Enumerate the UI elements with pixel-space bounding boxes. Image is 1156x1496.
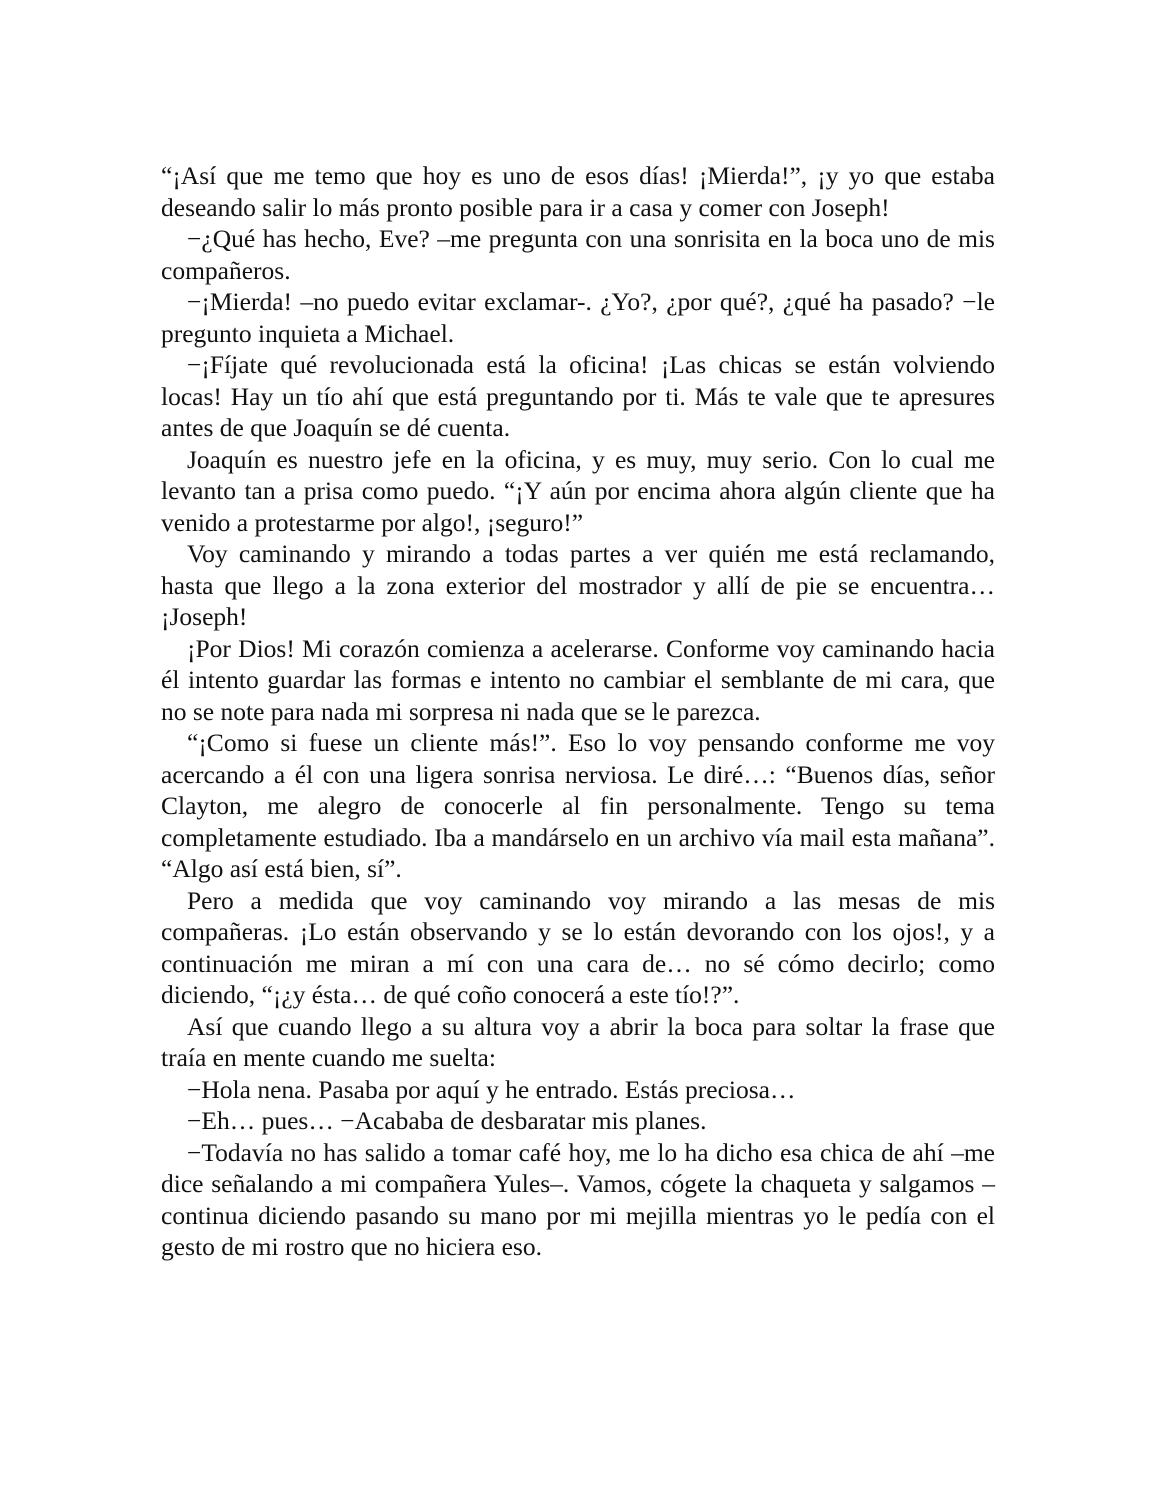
- paragraph: −Todavía no has salido a tomar café hoy, me lo ha dicho esa chica de ahí –me dice señalando a mi compañera Yules–. Vamos, cógete la chaqueta y salgamos –continua diciendo pasando su mano por mi mejilla mientras yo le pedía con el gesto de mi rostro que no hiciera eso.: [161, 1137, 995, 1261]
- paragraph: “¡Como si fuese un cliente más!”. Eso lo voy pensando conforme me voy acercando a él con una ligera sonrisa nerviosa. Le diré…: “Buenos días, señor Clayton, me alegro de conocerle al fin personalmente. Tengo su tema completamente estudiado. Iba a mandárselo en un archivo vía mail esta mañana”. “Algo así está bien, sí”.: [161, 728, 995, 883]
- paragraph: −¿Qué has hecho, Eve? –me pregunta con una sonrisita en la boca uno de mis compañeros.: [161, 224, 995, 285]
- paragraph: −¡Mierda! –no puedo evitar exclamar-. ¿Yo?, ¿por qué?, ¿qué ha pasado? −le pregunto inquieta a Michael.: [161, 287, 995, 348]
- paragraph: Joaquín es nuestro jefe en la oficina, y es muy, muy serio. Con lo cual me levanto tan a prisa como puedo. “¡Y aún por encima ahora algún cliente que ha venido a protestarme por algo!, ¡seguro!”: [161, 444, 995, 537]
- paragraph: Así que cuando llego a su altura voy a abrir la boca para soltar la frase que traía en mente cuando me suelta:: [161, 1011, 995, 1072]
- paragraph: −¡Fíjate qué revolucionada está la oficina! ¡Las chicas se están volviendo locas! Hay un tío ahí que está preguntando por ti. Más te vale que te apresures antes de que Joaquín se dé cuenta.: [161, 350, 995, 442]
- paragraph: Voy caminando y mirando a todas partes a ver quién me está reclamando, hasta que llego a la zona exterior del mostrador y allí de pie se encuentra… ¡Joseph!: [161, 539, 995, 631]
- paragraph: Pero a medida que voy caminando voy mirando a las mesas de mis compañeras. ¡Lo están observando y se lo están devorando con los ojos!, y a continuación me miran a mí con una cara de… no sé cómo decirlo; como diciendo, “¡¿y ésta… de qué coño conocerá a este tío!?”.: [161, 885, 995, 1009]
- paragraph: “¡Así que me temo que hoy es uno de esos días! ¡Mierda!”, ¡y yo que estaba deseando salir lo más pronto posible para ir a casa y comer con Joseph!: [161, 161, 995, 222]
- paragraph: −Hola nena. Pasaba por aquí y he entrado. Estás preciosa…: [187, 1074, 796, 1104]
- paragraph: −Eh… pues… −Acababa de desbaratar mis planes.: [187, 1106, 707, 1135]
- paragraph: ¡Por Dios! Mi corazón comienza a acelerarse. Conforme voy caminando hacia él intento guardar las formas e intento no cambiar el semblante de mi cara, que no se note para nada mi sorpresa ni nada que se le parezca.: [161, 633, 995, 726]
- page-body: [161, 160, 995, 1263]
